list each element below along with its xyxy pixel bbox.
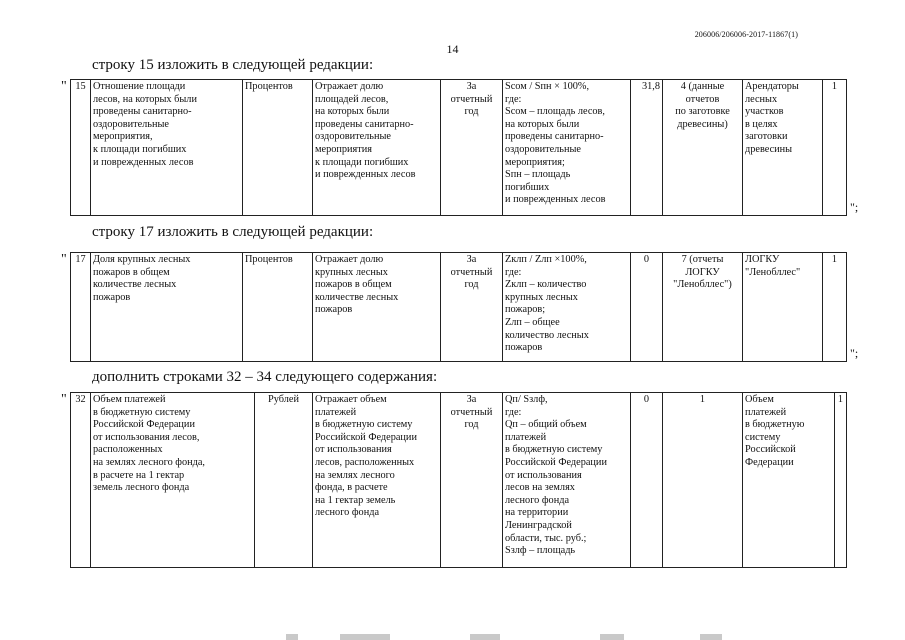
- cell-unit: Процентов: [243, 253, 313, 362]
- cell-number: 32: [71, 393, 91, 568]
- cell-number: 17: [71, 253, 91, 362]
- cell-last: 1: [823, 253, 847, 362]
- cell-last: 1: [835, 393, 847, 568]
- cell-period: За отчетный год: [441, 253, 503, 362]
- scan-artifact: [600, 634, 624, 640]
- cell-responsible: Объем платежей в бюджетную систему Российской Федерации: [743, 393, 835, 568]
- cell-value: 0: [631, 253, 663, 362]
- scan-artifact: [470, 634, 500, 640]
- cell-source: 1: [663, 393, 743, 568]
- cell-responsible: ЛОГКУ "Ленобллес": [743, 253, 823, 362]
- cell-formula: Zклп / Zлп ×100%, где: Zклп – количество крупных лесных пожаров; Zлп – общее количество лесных пожаров: [503, 253, 631, 362]
- cell-description: Отражает долю крупных лесных пожаров в общем количестве лесных пожаров: [313, 253, 441, 362]
- table-row: [71, 80, 847, 216]
- cell-formula: Qп/ Sзлф, где: Qп – общий объем платежей в бюджетную систему Российской Федерации от использования лесов на землях лесного фонда на территории Ленинградской области, тыс. руб.; Sзлф – площадь: [503, 393, 631, 568]
- open-quote-mark: ": [61, 252, 67, 267]
- cell-indicator-name: Отношение площади лесов, на которых были проведены санитарно- оздоровительные мероприятия, к площади погибших и поврежденных лесов: [91, 80, 243, 216]
- cell-period: За отчетный год: [441, 393, 503, 568]
- page-number: 14: [446, 42, 459, 56]
- cell-description: Отражает долю площадей лесов, на которых были проведены санитарно- оздоровительные мероприятия к площади погибших и поврежденных лесов: [313, 80, 441, 216]
- cell-value: 0: [631, 393, 663, 568]
- table-row: [71, 393, 847, 568]
- document-id: 206006/206006-2017-11867(1): [694, 30, 798, 39]
- indicator-table-row-17: [70, 252, 847, 362]
- indicator-table-row-15: [70, 79, 847, 216]
- close-quote-mark: ";: [850, 200, 859, 214]
- indicator-table-row-32: [70, 392, 847, 568]
- cell-value: 31,8: [631, 80, 663, 216]
- cell-unit: Процентов: [243, 80, 313, 216]
- cell-indicator-name: Доля крупных лесных пожаров в общем количестве лесных пожаров: [91, 253, 243, 362]
- cell-description: Отражает объем платежей в бюджетную систему Российской Федерации от использования лесов, расположенных на землях лесного фонда, в расчете на 1 гектар земель лесного фонда: [313, 393, 441, 568]
- scan-artifact: [700, 634, 722, 640]
- scan-artifact: [340, 634, 390, 640]
- cell-number: 15: [71, 80, 91, 216]
- cell-source: 7 (отчеты ЛОГКУ "Ленобллес"): [663, 253, 743, 362]
- cell-unit: Рублей: [255, 393, 313, 568]
- section-heading-rows-32-34: дополнить строками 32 – 34 следующего содержания:: [92, 369, 438, 385]
- cell-source: 4 (данные отчетов по заготовке древесины): [663, 80, 743, 216]
- close-quote-mark: ";: [850, 346, 859, 360]
- open-quote-mark: ": [61, 392, 67, 407]
- cell-indicator-name: Объем платежей в бюджетную систему Российской Федерации от использования лесов, расположенных на землях лесного фонда, в расчете на 1 гектар земель лесного фонда: [91, 393, 255, 568]
- scan-artifact: [286, 634, 298, 640]
- table-row: [71, 253, 847, 362]
- section-heading-row-15: строку 15 изложить в следующей редакции:: [92, 57, 374, 73]
- cell-formula: Sсом / Sпн × 100%, где: Sсом – площадь лесов, на которых были проведены санитарно- оздоровительные мероприятия; Sпн – площадь погибших и поврежденных лесов: [503, 80, 631, 216]
- cell-responsible: Арендаторы лесных участков в целях заготовки древесины: [743, 80, 823, 216]
- open-quote-mark: ": [61, 79, 67, 94]
- section-heading-row-17: строку 17 изложить в следующей редакции:: [92, 224, 374, 240]
- cell-period: За отчетный год: [441, 80, 503, 216]
- cell-last: 1: [823, 80, 847, 216]
